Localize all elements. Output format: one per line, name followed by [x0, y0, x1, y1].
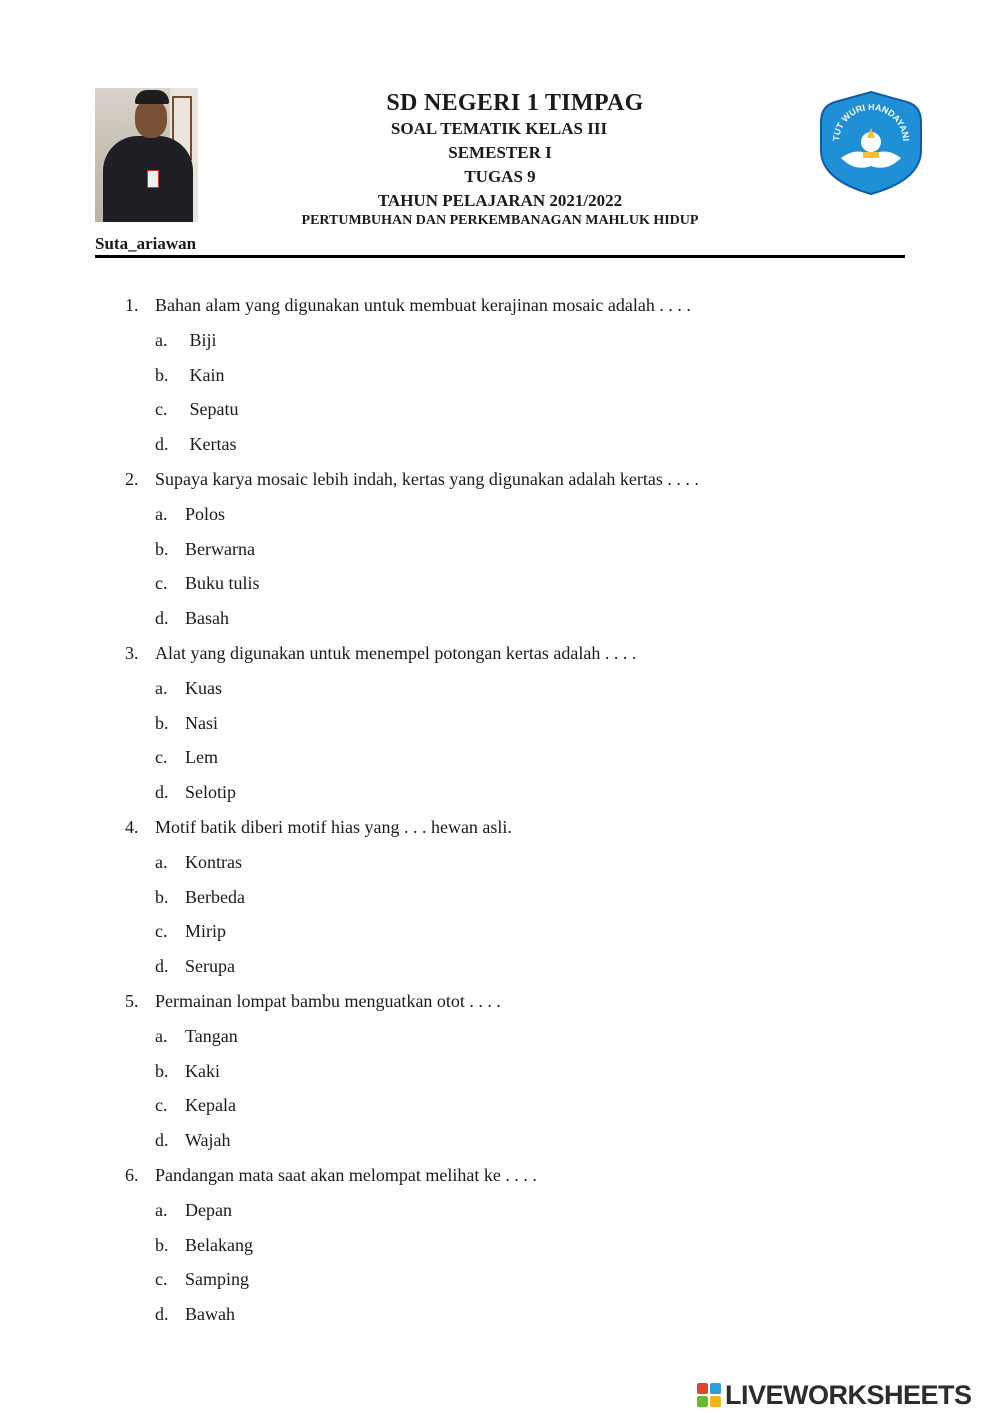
option-text: Kertas	[185, 434, 237, 455]
option-letter: c.	[155, 573, 168, 594]
answer-option[interactable]	[125, 777, 885, 812]
option-text: Basah	[185, 608, 229, 629]
option-letter: a.	[155, 677, 168, 698]
liveworksheets-logo	[697, 1378, 972, 1412]
option-text: Wajah	[185, 1130, 231, 1151]
question-number: 2.	[125, 468, 139, 489]
option-letter: c.	[155, 921, 168, 942]
option-letter: a.	[155, 851, 168, 872]
option-text: Sepatu	[185, 399, 239, 420]
answer-option[interactable]	[125, 394, 885, 429]
option-letter: c.	[155, 747, 168, 768]
question-4	[125, 812, 885, 847]
option-text: Bawah	[185, 1304, 235, 1325]
assignment-line: TUGAS 9	[464, 167, 536, 186]
option-letter: b.	[155, 886, 169, 907]
answer-option[interactable]	[125, 1021, 885, 1056]
question-list	[125, 290, 885, 1334]
option-text: Kontras	[185, 851, 242, 872]
answer-option[interactable]	[125, 1195, 885, 1230]
question-number: 3.	[125, 642, 139, 663]
option-letter: d.	[155, 782, 169, 803]
answer-option[interactable]	[125, 534, 885, 569]
option-text: Polos	[185, 503, 226, 524]
question-number: 6.	[125, 1164, 139, 1185]
question-number: 1.	[125, 295, 139, 315]
answer-option[interactable]	[125, 742, 885, 777]
question-1	[125, 290, 885, 325]
option-letter: a.	[155, 1199, 168, 1220]
option-letter: c.	[155, 1269, 168, 1290]
option-text: Selotip	[185, 782, 237, 803]
liveworksheets-brand: LIVEWORKSHEETS	[725, 1379, 972, 1410]
option-letter: a.	[155, 1025, 168, 1046]
option-text: Buku tulis	[185, 573, 260, 594]
option-letter: d.	[155, 1304, 169, 1325]
logo-text: TUT WURI HANDAYANI	[830, 101, 912, 142]
question-text: Pandangan mata saat akan melompat melihat ke . . . .	[155, 1164, 537, 1185]
answer-option[interactable]	[125, 429, 885, 464]
answer-option[interactable]	[125, 360, 885, 395]
question-6	[125, 1160, 885, 1195]
topic-line: PERTUMBUHAN DAN PERKEMBANAGAN MAHLUK HIDUP	[301, 213, 699, 228]
option-text: Mirip	[185, 921, 227, 942]
liveworksheets-icon	[697, 1383, 721, 1407]
option-text: Belakang	[185, 1234, 253, 1255]
question-text: Alat yang digunakan untuk menempel potongan kertas adalah . . . .	[155, 642, 637, 663]
author-name: Suta_ariawan	[95, 234, 197, 253]
answer-option[interactable]	[125, 847, 885, 882]
answer-option[interactable]	[125, 603, 885, 638]
semester-line: SEMESTER I	[448, 143, 552, 162]
question-number: 4.	[125, 816, 139, 837]
answer-option[interactable]	[125, 1264, 885, 1299]
option-letter: a.	[155, 503, 168, 524]
option-text: Nasi	[185, 712, 218, 733]
option-text: Berbeda	[185, 886, 245, 907]
option-text: Samping	[185, 1269, 250, 1290]
school-name: SD NEGERI 1 TIMPAG	[386, 90, 644, 116]
header-divider	[95, 255, 905, 258]
option-letter: c.	[155, 399, 168, 420]
option-text: Biji	[185, 329, 217, 350]
year-line: TAHUN PELAJARAN 2021/2022	[377, 191, 623, 210]
option-letter: c.	[155, 1095, 168, 1116]
question-number: 5.	[125, 990, 139, 1011]
question-text: Bahan alam yang digunakan untuk membuat kerajinan mosaic adalah . . . .	[155, 295, 691, 315]
option-text: Kepala	[185, 1095, 236, 1116]
answer-option[interactable]	[125, 882, 885, 917]
answer-option[interactable]	[125, 1090, 885, 1125]
option-letter: b.	[155, 712, 169, 733]
option-text: Kaki	[185, 1060, 220, 1081]
answer-option[interactable]	[125, 951, 885, 986]
option-letter: b.	[155, 538, 169, 559]
subject-line: SOAL TEMATIK KELAS III	[390, 119, 608, 138]
answer-option[interactable]	[125, 499, 885, 534]
header-titles	[250, 90, 750, 229]
answer-option[interactable]	[125, 1299, 885, 1334]
question-3	[125, 638, 885, 673]
option-text: Serupa	[185, 956, 235, 977]
option-letter: d.	[155, 608, 169, 629]
option-text: Tangan	[185, 1025, 238, 1046]
option-letter: b.	[155, 1234, 169, 1255]
answer-option[interactable]	[125, 568, 885, 603]
question-text: Motif batik diberi motif hias yang . . . hewan asli.	[155, 816, 512, 837]
option-text: Depan	[185, 1199, 232, 1220]
author-photo	[95, 88, 198, 222]
question-text: Permainan lompat bambu menguatkan otot . . . .	[155, 990, 501, 1011]
option-letter: b.	[155, 1060, 169, 1081]
answer-option[interactable]	[125, 673, 885, 708]
answer-option[interactable]	[125, 325, 885, 360]
option-letter: b.	[155, 364, 169, 385]
option-letter: d.	[155, 956, 169, 977]
tut-wuri-handayani-logo	[817, 88, 925, 196]
option-letter: a.	[155, 329, 168, 350]
answer-option[interactable]	[125, 916, 885, 951]
answer-option[interactable]	[125, 708, 885, 743]
option-text: Kain	[185, 364, 225, 385]
question-text: Supaya karya mosaic lebih indah, kertas yang digunakan adalah kertas . . . .	[155, 468, 699, 489]
question-2	[125, 464, 885, 499]
question-5	[125, 986, 885, 1021]
answer-option[interactable]	[125, 1125, 885, 1160]
option-text: Lem	[185, 747, 218, 768]
option-letter: d.	[155, 1130, 169, 1151]
answer-option[interactable]	[125, 1230, 885, 1265]
option-text: Kuas	[185, 677, 222, 698]
answer-option[interactable]	[125, 1056, 885, 1091]
option-letter: d.	[155, 434, 169, 455]
option-text: Berwarna	[185, 538, 255, 559]
